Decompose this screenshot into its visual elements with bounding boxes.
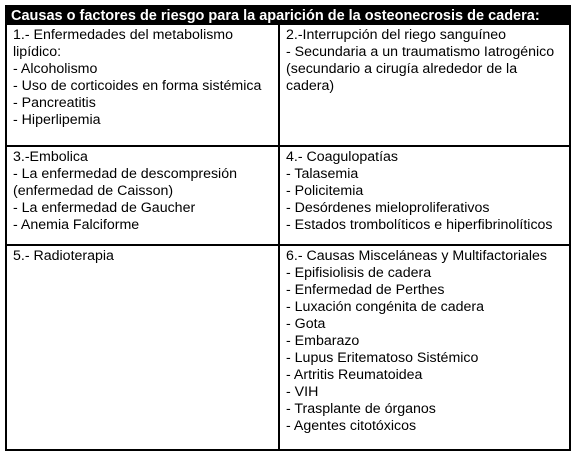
- cell-metabolic: [7, 25, 280, 147]
- cell-line: - La enfermedad de descompresión (enfermedad de Caisson): [13, 166, 241, 199]
- cell-line: - Alcoholismo: [13, 61, 98, 77]
- cell-line: - VIH: [286, 384, 319, 400]
- cell-line: - Anemia Falciforme: [13, 217, 140, 233]
- cell-line: 3.-Embolica: [13, 149, 88, 165]
- cell-line: - Talasemia: [286, 166, 359, 182]
- cell-line: - Desórdenes mieloproliferativos: [286, 200, 490, 216]
- cell-line: - Trasplante de órganos: [286, 401, 436, 417]
- risk-factors-table: [5, 5, 571, 451]
- cell-line: - Gota: [286, 316, 326, 332]
- table-grid: [7, 25, 569, 449]
- cell-line: - Enfermedad de Perthes: [286, 282, 445, 298]
- cell-line: - Luxación congénita de cadera: [286, 299, 484, 315]
- cell-blood-supply: [280, 25, 569, 147]
- table-title: Causas o factores de riesgo para la aparición de la osteonecrosis de cadera:: [7, 7, 569, 25]
- cell-line: - Estados trombolíticos e hiperfibrinolíticos: [286, 217, 553, 233]
- cell-line: 4.- Coagulopatías: [286, 149, 398, 165]
- cell-line: 5.- Radioterapia: [13, 248, 114, 264]
- cell-coagulopathies: [280, 147, 569, 246]
- cell-line: - Artritis Reumatoidea: [286, 367, 423, 383]
- cell-line: 1.- Enfermedades del metabolismo lipídico:: [13, 27, 237, 60]
- cell-embolic: [7, 147, 280, 246]
- cell-line: - Uso de corticoides en forma sistémica: [13, 78, 262, 94]
- cell-radiotherapy: [7, 246, 280, 449]
- cell-line: - Secundaria a un traumatismo Iatrogénico (secundario a cirugía alrededor de la cadera): [286, 44, 559, 94]
- cell-line: 6.- Causas Misceláneas y Multifactoriales: [286, 248, 547, 264]
- cell-line: - Lupus Eritematoso Sistémico: [286, 350, 479, 366]
- cell-line: - La enfermedad de Gaucher: [13, 200, 196, 216]
- cell-line: - Epifisiolisis de cadera: [286, 265, 432, 281]
- cell-line: - Pancreatitis: [13, 95, 96, 111]
- cell-line: - Agentes citotóxicos: [286, 418, 417, 434]
- cell-miscellaneous: [280, 246, 569, 449]
- cell-line: - Hiperlipemia: [13, 112, 101, 128]
- cell-line: 2.-Interrupción del riego sanguíneo: [286, 27, 507, 43]
- cell-line: - Embarazo: [286, 333, 360, 349]
- cell-line: - Policitemia: [286, 183, 364, 199]
